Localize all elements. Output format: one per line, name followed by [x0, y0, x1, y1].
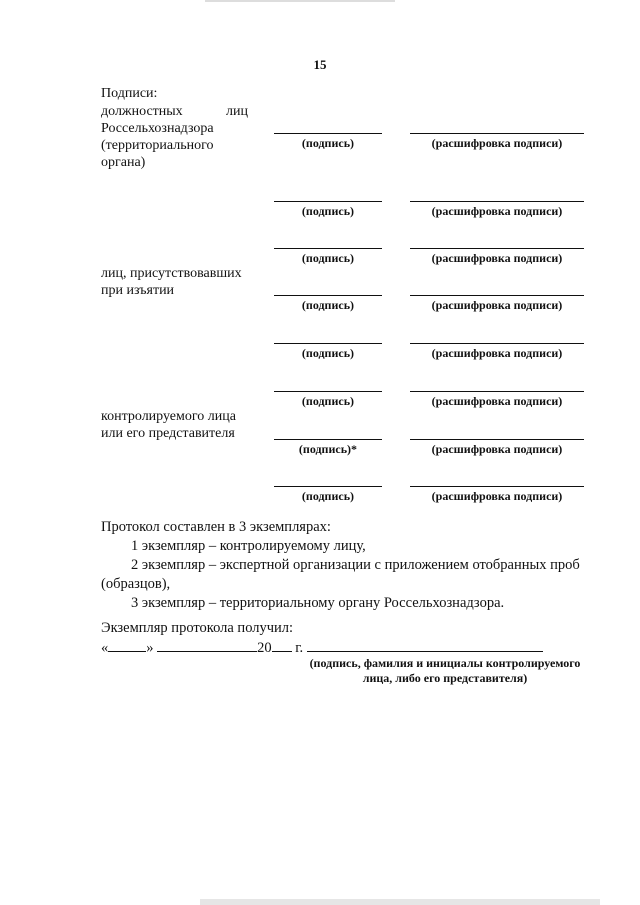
officials-label-line2: Россельхознадзора: [101, 121, 214, 136]
scan-edge-bottom: [200, 899, 600, 905]
signature-line: [274, 295, 382, 296]
signature-line: [274, 439, 382, 440]
protocol-intro: Протокол составлен в 3 экземплярах:: [101, 519, 331, 535]
signature-caption: (подпись): [301, 489, 355, 503]
receipt-date-line: [101, 638, 543, 657]
officials-label-line4: органа): [101, 155, 146, 170]
decode-line: [410, 248, 584, 249]
signature-caption: (подпись): [301, 204, 355, 218]
quote-open: «: [101, 640, 109, 656]
decode-caption: (расшифровка подписи): [431, 346, 563, 360]
signature-line: [274, 201, 382, 202]
scan-edge-top: [205, 0, 395, 2]
officials-label-word2: лиц: [226, 104, 248, 119]
decode-line: [410, 486, 584, 487]
decode-caption: (расшифровка подписи): [431, 136, 563, 150]
decode-line: [410, 439, 584, 440]
month-field[interactable]: [157, 638, 257, 652]
recipient-signature-caption: [300, 656, 590, 686]
decode-caption: (расшифровка подписи): [431, 251, 563, 265]
decode-line: [410, 133, 584, 134]
signature-line: [274, 486, 382, 487]
day-field[interactable]: [108, 638, 146, 652]
page-number: 15: [313, 57, 327, 72]
decode-caption: (расшифровка подписи): [431, 394, 563, 408]
quote-close: »: [146, 640, 154, 656]
controlled-label-line2: или его представителя: [101, 426, 235, 441]
signatures-heading: Подписи:: [101, 86, 158, 101]
witnesses-label-line2: при изъятии: [101, 283, 175, 298]
protocol-copies-block: [101, 518, 586, 613]
year-field[interactable]: [272, 638, 292, 652]
receipt-title: Экземпляр протокола получил:: [101, 620, 294, 636]
signature-line: [274, 343, 382, 344]
protocol-copy-2: 2 экземпляр – экспертной организации с приложением отобранных проб: [131, 557, 580, 573]
signature-caption: (подпись): [301, 298, 355, 312]
controlled-label-line1: контролируемого лица: [101, 409, 236, 424]
decode-caption: (расшифровка подписи): [431, 298, 563, 312]
decode-line: [410, 201, 584, 202]
signature-line: [274, 248, 382, 249]
decode-line: [410, 343, 584, 344]
signature-caption: (подпись): [301, 346, 355, 360]
officials-label-word1: должностных: [101, 104, 183, 119]
decode-caption: (расшифровка подписи): [431, 489, 563, 503]
witnesses-label-line1: лиц, присутствовавших: [101, 266, 242, 281]
protocol-copy-1: 1 экземпляр – контролируемому лицу,: [131, 538, 366, 554]
decode-line: [410, 391, 584, 392]
recipient-signature-field[interactable]: [307, 638, 543, 652]
recipient-caption-line1: (подпись, фамилия и инициалы контролируемого: [309, 656, 581, 670]
year-prefix: 20: [257, 640, 272, 656]
protocol-copy-3: 3 экземпляр – территориальному органу Россельхознадзора.: [131, 595, 505, 611]
officials-label-line3: (территориального: [101, 138, 214, 153]
signature-caption: (подпись): [301, 394, 355, 408]
signature-line: [274, 133, 382, 134]
signature-caption: (подпись): [301, 251, 355, 265]
signature-caption: (подпись)*: [298, 442, 358, 456]
protocol-copy-2-continuation: (образцов),: [101, 576, 171, 592]
signature-line: [274, 391, 382, 392]
officials-label-line1: [101, 104, 248, 121]
decode-caption: (расшифровка подписи): [431, 204, 563, 218]
recipient-caption-line2: лица, либо его представителя): [362, 671, 528, 685]
year-suffix: г.: [295, 640, 304, 656]
decode-caption: (расшифровка подписи): [431, 442, 563, 456]
signature-caption: (подпись): [301, 136, 355, 150]
decode-line: [410, 295, 584, 296]
